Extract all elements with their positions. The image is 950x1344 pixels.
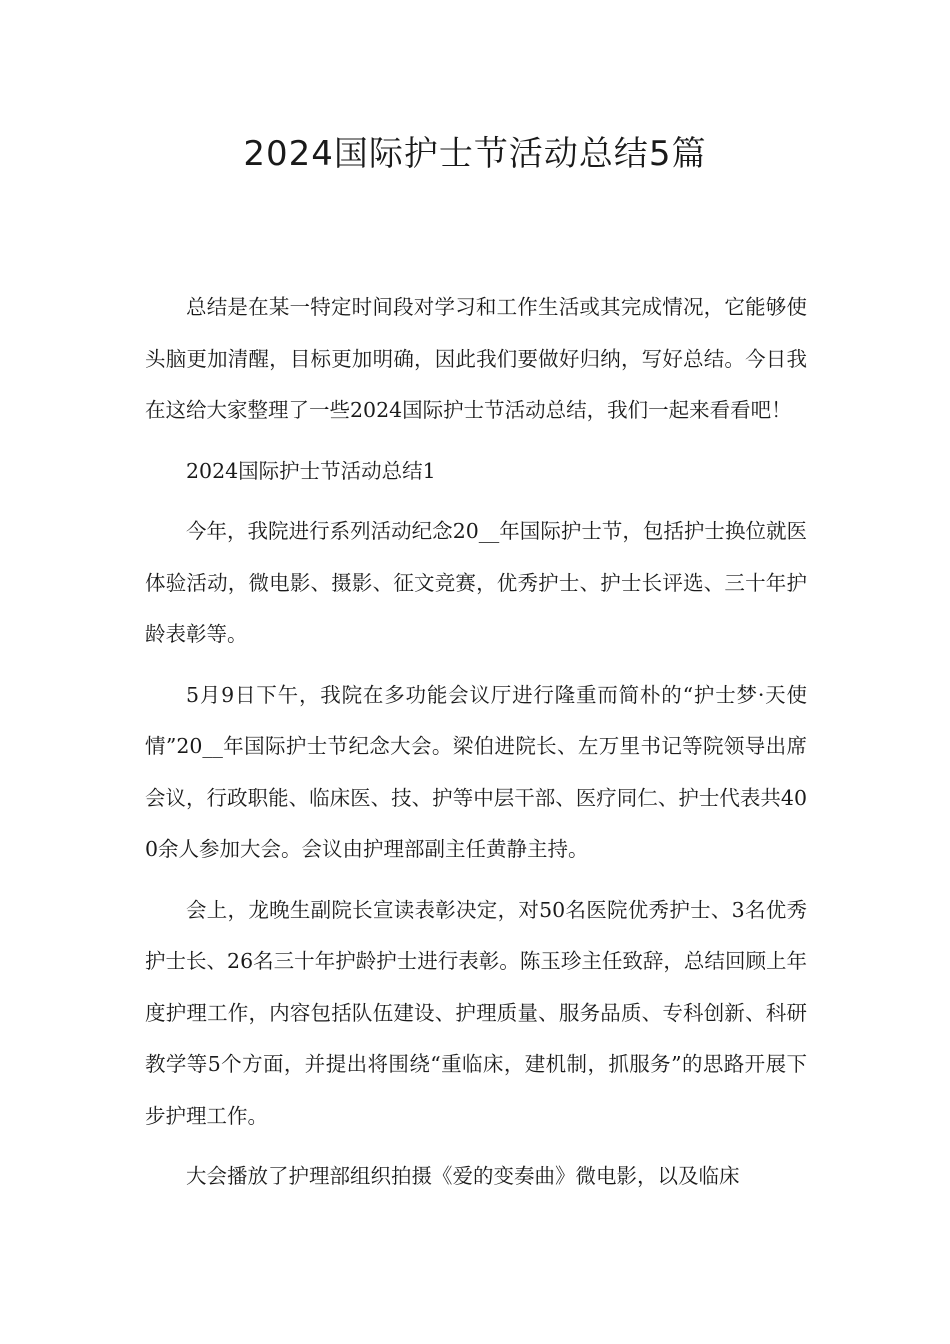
body-paragraph: 今年，我院进行系列活动纪念20__年国际护士节，包括护士换位就医体验活动，微电影、摄影、征文竞赛，优秀护士、护士长评选、三十年护龄表彰等。 — [145, 519, 807, 646]
intro-paragraph: 总结是在某一特定时间段对学习和工作生活或其完成情况，它能够使头脑更加清醒，目标更加明确，因此我们要做好归纳，写好总结。今日我在这给大家整理了一些2024国际护士节活动总结，我们一起来看看吧！ — [145, 295, 807, 422]
body-paragraph: 大会播放了护理部组织拍摄《爱的变奏曲》微电影，以及临床 — [186, 1164, 740, 1188]
body-paragraph: 会上，龙晚生副院长宣读表彰决定，对50名医院优秀护士、3名优秀护士长、26名三十年护龄护士进行表彰。陈玉珍主任致辞，总结回顾上年度护理工作，内容包括队伍建设、护理质量、服务品质、专科创新、科研教学等5个方面，并提出将围绕“重临床，建机制，抓服务”的思路开展下步护理工作。 — [145, 897, 807, 1128]
document-title: 2024国际护士节活动总结5篇 — [243, 134, 707, 174]
document-body — [145, 282, 807, 1212]
section-heading-1: 2024国际护士节活动总结1 — [186, 458, 436, 483]
body-paragraph: 5月9日下午，我院在多功能会议厅进行隆重而简朴的“护士梦·天使情”20__年国际护士节纪念大会。梁伯进院长、左万里书记等院领导出席会议，行政职能、临床医、技、护等中层干部、医疗同仁、护士代表共400余人参加大会。会议由护理部副主任黄静主持。 — [145, 682, 807, 861]
